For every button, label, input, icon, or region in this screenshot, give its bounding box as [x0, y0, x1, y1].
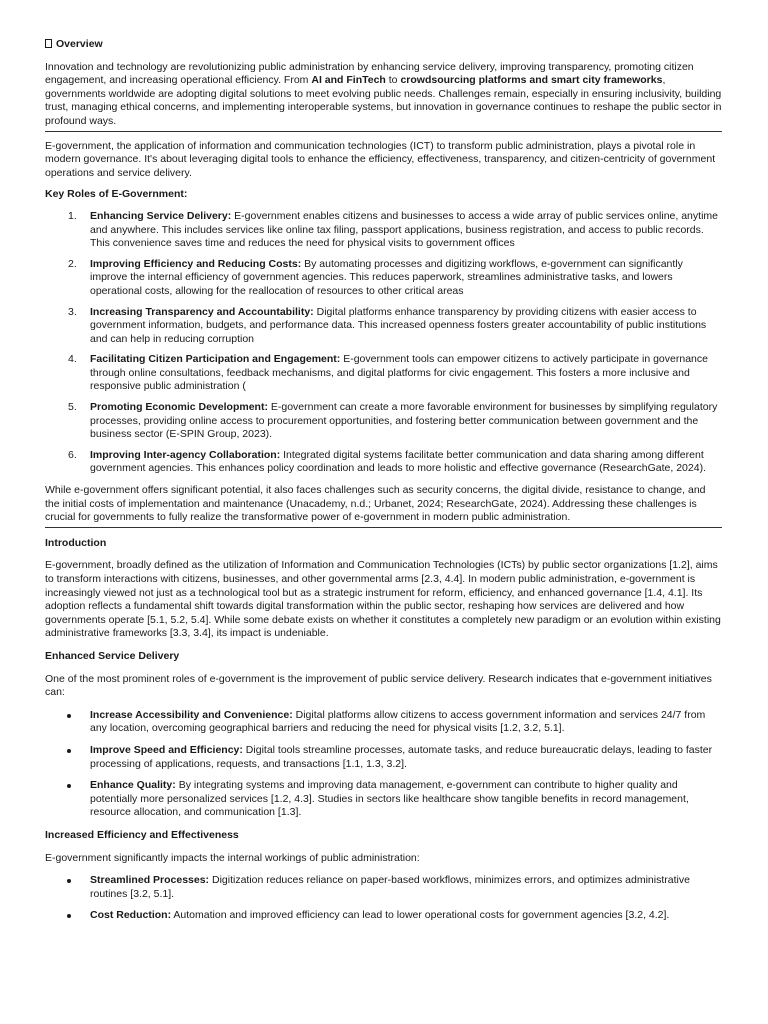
service-delivery-heading: Enhanced Service Delivery [45, 649, 180, 662]
list-item: Enhance Quality: By integrating systems and improving data management, e-government can contribute to higher quality and potentially more personalized services [1.2, 4.3]. Studies in sectors like healthcare show tangible benefits in record management, resource allocation, and communication [1.3]. [45, 779, 722, 820]
bullet-icon [67, 879, 71, 883]
list-item: 4. Facilitating Citizen Participation and Engagement: E-government tools can empower citizens to actively participate in governance through online consultations, feedback mechanisms, and digital platforms for civic engagement. This fosters a more inclusive and responsive public administration ( [68, 353, 708, 393]
bullet-icon [67, 914, 71, 918]
key-roles-list [45, 210, 722, 476]
list-item: Cost Reduction: Automation and improved efficiency can lead to lower operational costs for government agencies [3.2, 4.2]. [45, 909, 722, 923]
challenges-paragraph: While e-government offers significant potential, it also faces challenges such as security concerns, the digital divide, resistance to change, and the initial costs of implementation and maintenance (Unacademy, n.d.; Urbanet, 2024; ResearchGate, 2024). Addressing these challenges is crucial for governments to fully realize the transformative power of e-government in modern public administration. [45, 484, 706, 524]
list-item: Streamlined Processes: Digitization reduces reliance on paper-based workflows, minimizes errors, and optimizes administrative routines [3.2, 5.1]. [45, 874, 722, 901]
overview-paragraph: Innovation and technology are revolutionizing public administration by enhancing service delivery, improving transparency, promoting citizen engagement, and increasing operational efficiency. From AI and FinTech to crowdsourcing platforms and smart city frameworks, governments worldwide are adopting digital solutions to meet evolving public needs. Challenges remain, especially in ensuring inclusivity, building trust, managing ethical concerns, and implementing interoperable systems, but innovation in governance continues to reshape the public sector in profound ways. [45, 60, 722, 127]
section-divider [45, 527, 722, 528]
efficiency-list [45, 874, 722, 923]
list-item: 6. Improving Inter-agency Collaboration: Integrated digital systems facilitate better communication and data sharing among different government agencies. This enhances policy coordination and leads to more holistic and effective governance (ResearchGate, 2024). [68, 448, 706, 475]
key-roles-heading: Key Roles of E-Government: [45, 188, 188, 201]
overview-heading: Overview [45, 38, 722, 52]
introduction-heading: Introduction [45, 536, 107, 549]
bullet-icon [67, 714, 71, 718]
egov-intro-paragraph: E-government, the application of information and communication technologies (ICT) to transform public administration, plays a pivotal role in modern governance. It's about leveraging digital tools to enhance the efficiency, effectiveness, transparency, and citizen-centricity of government operations and service delivery. [45, 139, 716, 179]
list-item: 1. Enhancing Service Delivery: E-government enables citizens and businesses to access a wide array of public services online, anytime and anywhere. This includes services like online tax filing, passport applications, business registration, and access to public records. This convenience saves time and reduces the need for physical visits to government offices [68, 209, 718, 250]
list-item: Improve Speed and Efficiency: Digital tools streamline processes, automate tasks, and reduce bureaucratic delays, leading to faster processing of applications, requests, and transactions [1.1, 1.3, 3.2]. [45, 744, 722, 771]
efficiency-paragraph: E-government significantly impacts the internal workings of public administration: [45, 851, 420, 864]
section-divider [45, 131, 722, 132]
service-delivery-paragraph: One of the most prominent roles of e-government is the improvement of public service delivery. Research indicates that e-government initiatives can: [45, 672, 712, 699]
bullet-icon [67, 784, 71, 788]
bullet-icon [67, 749, 71, 753]
list-item: 3. Increasing Transparency and Accountability: Digital platforms enhance transparency by providing citizens with easier access to government information, budgets, and performance data. This increased openness fosters greater accountability of public institutions and can help in reducing corruption [68, 305, 707, 345]
list-item: 5. Promoting Economic Development: E-government can create a more favorable environment for businesses by simplifying regulatory processes, providing online access to procurement opportunities, and fostering better communication between government and the business sector (E-SPIN Group, 2023). [68, 401, 718, 441]
efficiency-heading: Increased Efficiency and Effectiveness [45, 828, 239, 841]
service-delivery-list [45, 709, 722, 820]
list-item: 2. Improving Efficiency and Reducing Costs: By automating processes and digitizing workflows, e-government can significantly improve the internal efficiency of government agencies. This reduces paperwork, streamlines administrative tasks, and lowers operational costs, allowing for the reallocation of resources to other critical areas [68, 257, 683, 297]
introduction-paragraph: E-government, broadly defined as the utilization of Information and Communication Technologies (ICTs) by public sector organizations [1.2], aims to transform interactions with citizens, businesses, and other governmental arms [2.3, 4.4]. In modern public administration, e-government is increasingly viewed not just as a technological tool but as a strategic instrument for reform, efficiency, and enhanced governance [1.4, 4.1]. Its adoption reflects a fundamental shift towards digital transformation within the public sector, reshaping how services are delivered and how governments operate [5.1, 5.2, 5.4]. While some debate exists on whether it constitutes a completely new paradigm or an evolution within existing administrative frameworks [3.3, 3.4], its impact is undeniable. [45, 559, 721, 640]
square-box-icon [45, 39, 52, 48]
list-item: Increase Accessibility and Convenience: Digital platforms allow citizens to access government information and services 24/7 from any location, overcoming geographical barriers and reducing the need for physical visits [1.2, 3.2, 5.1]. [45, 709, 722, 736]
